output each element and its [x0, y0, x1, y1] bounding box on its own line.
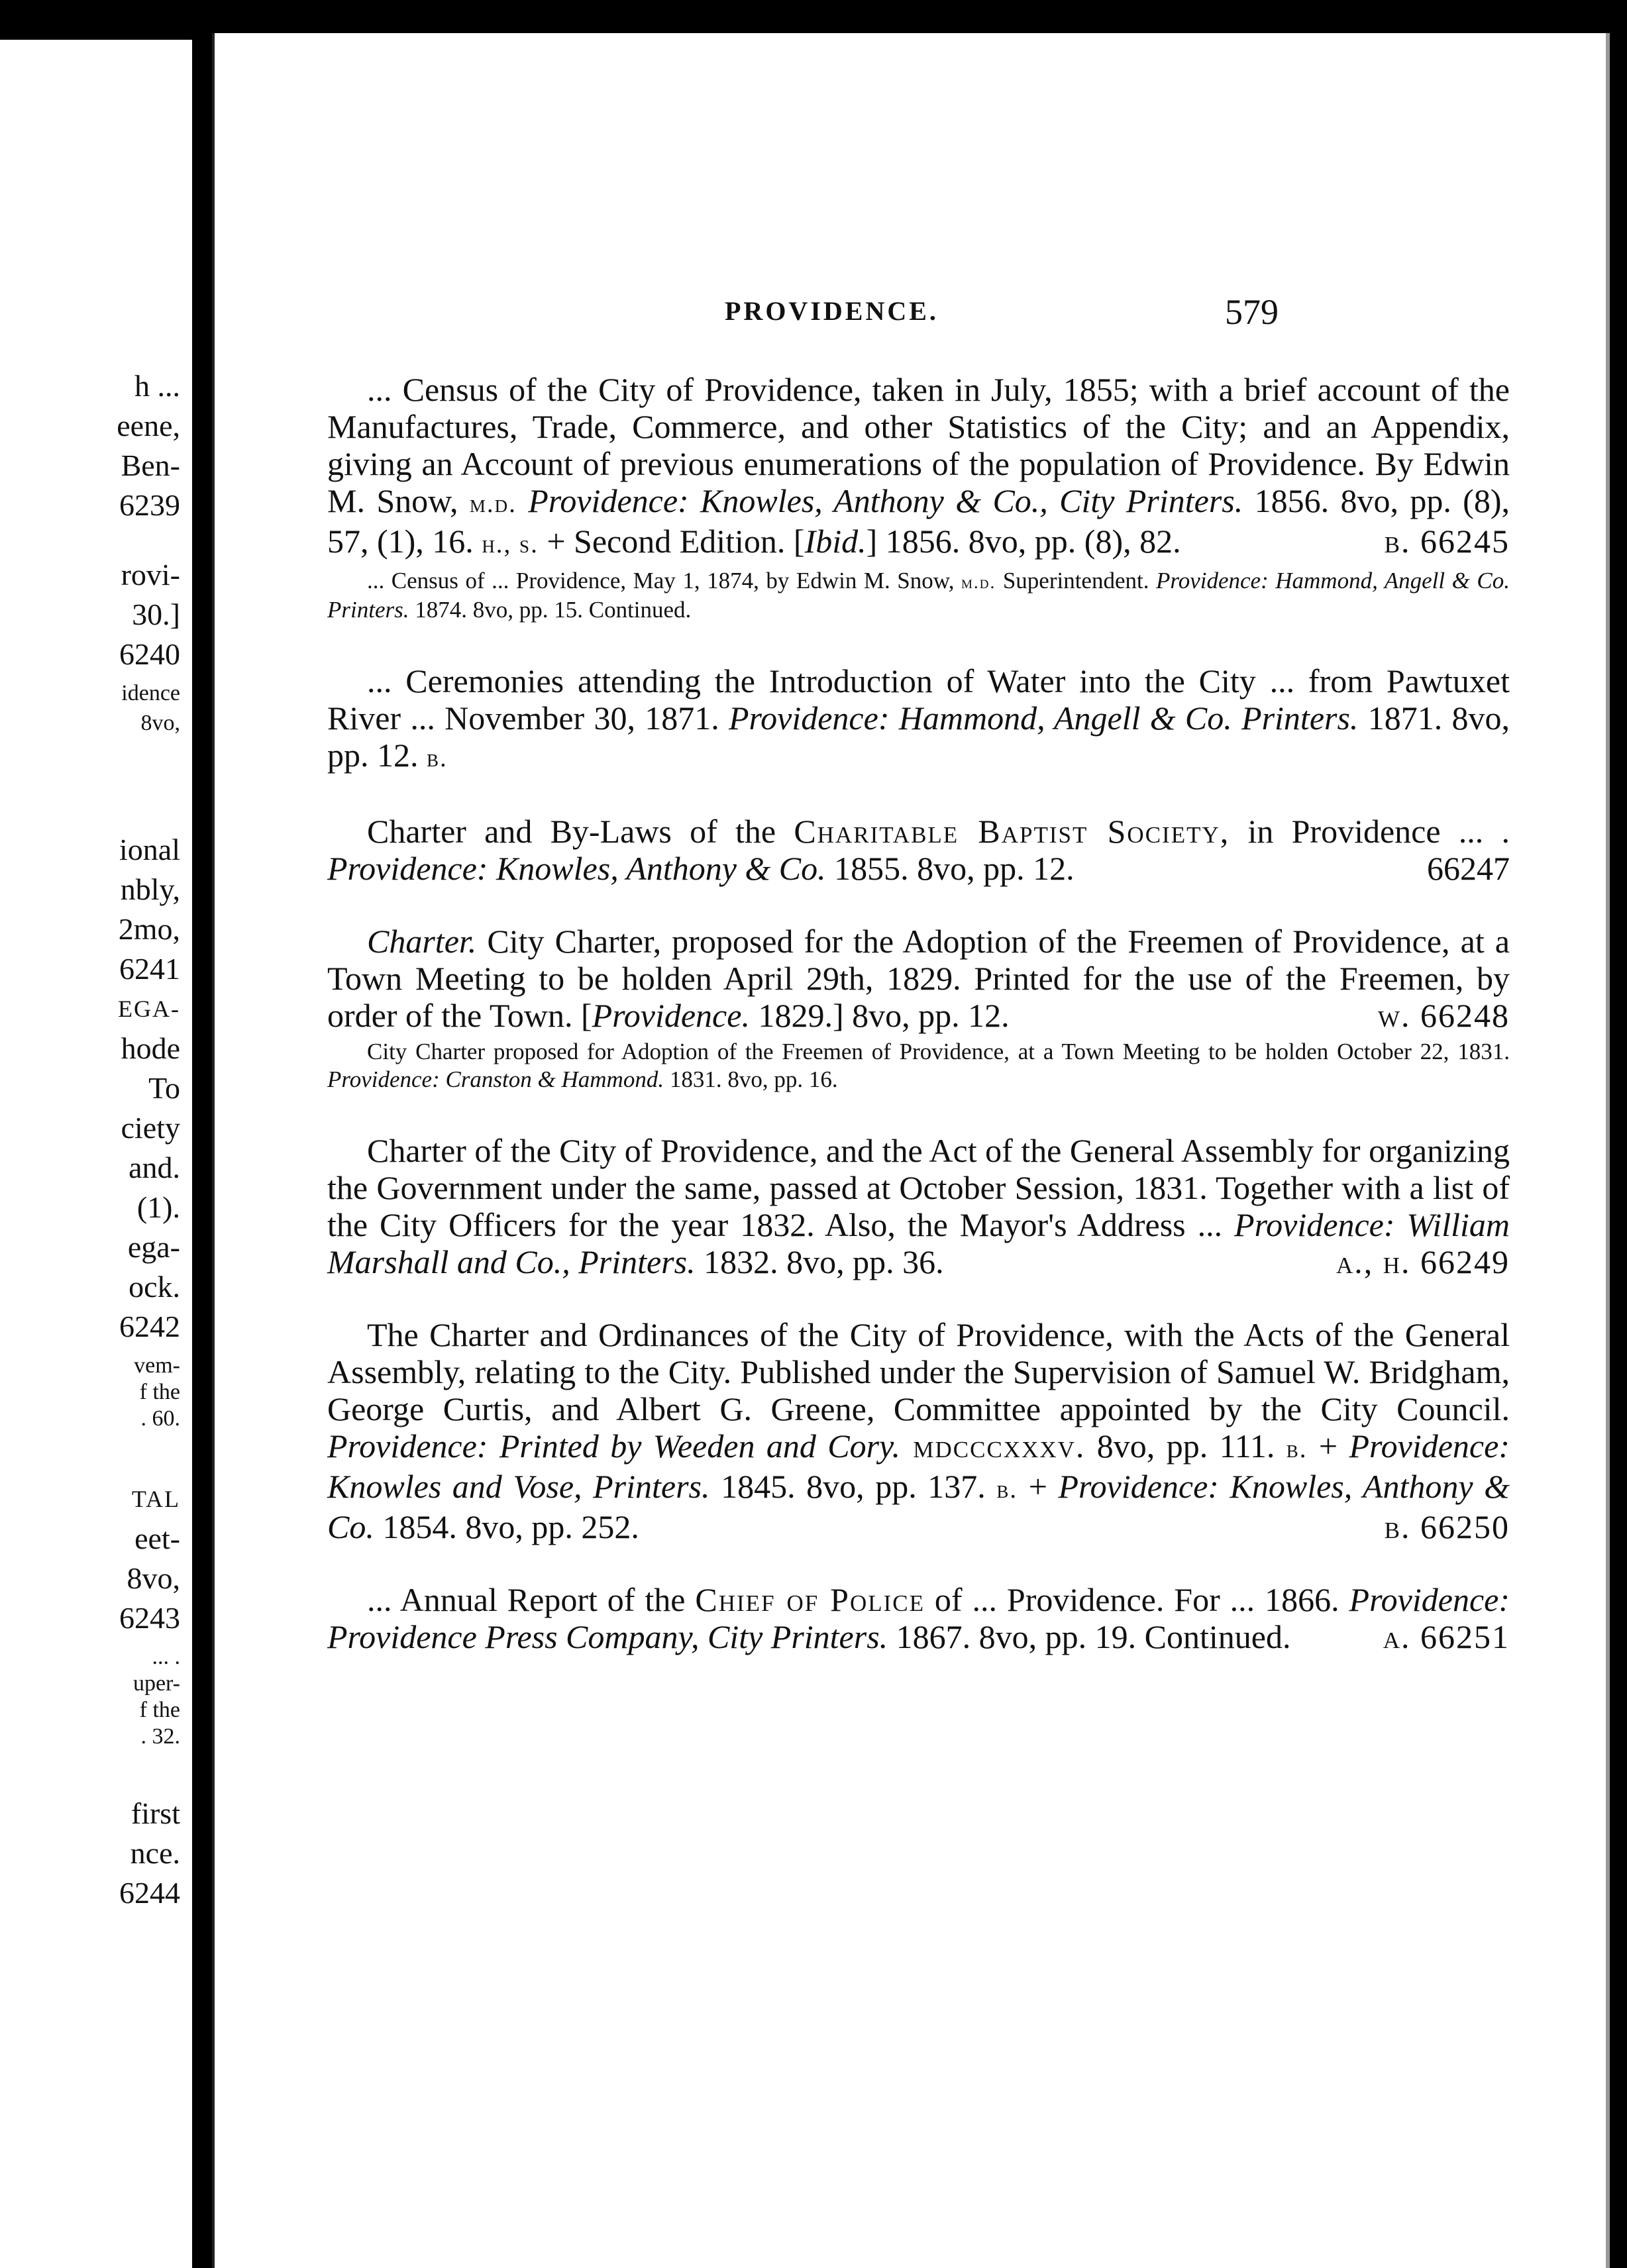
- entry-reference: w. 66248: [1377, 997, 1510, 1034]
- book-page: [212, 33, 1610, 2268]
- adjacent-page-line: . 32.: [140, 1724, 180, 1749]
- entry-reference: b. 66245: [1384, 523, 1510, 560]
- imprint: Providence: Hammond, Angell & Co. Printers.: [729, 699, 1359, 737]
- page-edge: [1606, 33, 1610, 2268]
- adjacent-page-line: f the: [139, 1380, 180, 1404]
- entry-reference: a. 66251: [1383, 1618, 1510, 1655]
- adjacent-page-line: TAL: [131, 1486, 180, 1512]
- adjacent-page-line: first: [131, 1796, 180, 1830]
- imprint: Providence: Cranston & Hammond.: [327, 1066, 664, 1092]
- note-city-charter-1831: City Charter proposed for Adoption of the Freemen of Providence, at a Town Meeting to be holden October 22, 1831. Providence: Cranston & Hammond. 1831. 8vo, pp. 16.: [327, 1039, 1510, 1092]
- adjacent-page-line: nce.: [130, 1836, 180, 1870]
- adjacent-page-line: Ben-: [121, 448, 180, 482]
- adjacent-page-line: h ...: [134, 369, 180, 403]
- entry-census-1855: ... Census of the City of Providence, taken in July, 1855; with a brief account of the Manufactures, Trade, Commerce, and other Statistics of the City; and an Appendix, giving an Account of previous enumerations of the population of Providence. By Edwin M. Snow, m.d. Providence: Knowles, Anthony & Co., City Printers. 1856. 8vo, pp. (8), 57, (1), 16. h., s. + Second Edition. [Ibid.] 1856. 8vo, pp. (8), 82. b. 66245: [327, 371, 1510, 560]
- adjacent-page-line: 6244: [119, 1876, 180, 1910]
- adjacent-page-line: vem-: [134, 1353, 180, 1378]
- adjacent-page-fragment: [0, 40, 192, 2268]
- adjacent-page-line: rovi-: [121, 558, 180, 592]
- adjacent-page-line: 6243: [119, 1601, 180, 1635]
- adjacent-page-line: eet-: [134, 1521, 180, 1555]
- adjacent-page-line: 2mo,: [118, 912, 180, 946]
- adjacent-page-line: nbly,: [120, 872, 180, 906]
- imprint: Providence: Knowles, Anthony & Co.: [327, 1468, 1510, 1545]
- adjacent-page-line: and.: [129, 1151, 180, 1184]
- adjacent-page-line: (1).: [136, 1190, 180, 1224]
- adjacent-page-line: 6242: [119, 1310, 180, 1343]
- adjacent-page-line: ... .: [152, 1645, 180, 1669]
- adjacent-page-line: 8vo,: [127, 1561, 180, 1595]
- entry-reference: 66247: [1427, 850, 1510, 887]
- entry-city-charter-1829: Charter. City Charter, proposed for the Adoption of the Freemen of Providence, at a Town Meeting to be holden April 29th, 1829. Printed for the use of the Freemen, by order of the Town. [Providence. 1829.] 8vo, pp. 12. w. 66248: [327, 923, 1510, 1034]
- adjacent-page-line: 6240: [119, 637, 180, 671]
- adjacent-page-line: 8vo,: [140, 711, 180, 735]
- running-title: PROVIDENCE.: [725, 296, 939, 326]
- adjacent-page-line: ock.: [129, 1270, 180, 1304]
- adjacent-page-line: ega-: [127, 1230, 180, 1264]
- adjacent-page-line: hode: [121, 1031, 180, 1065]
- page-number: 579: [1225, 292, 1279, 332]
- imprint: Providence: Providence Press Company, City Printers.: [327, 1581, 1510, 1655]
- imprint: Providence: Printed by Weeden and Cory.: [327, 1427, 900, 1465]
- imprint: Providence: Knowles and Vose, Printers.: [327, 1427, 1510, 1505]
- adjacent-page-line: ional: [119, 833, 180, 866]
- adjacent-page-line: EGA-: [118, 996, 180, 1022]
- adjacent-page-line: . 60.: [140, 1406, 180, 1431]
- entry-charter-1832: Charter of the City of Providence, and the Act of the General Assembly for organizing the Government under the same, passed at October Session, 1831. Together with a list of the City Officers for the year 1832. Also, the Mayor's Address ... Providence: William Marshall and Co., Printers. 1832. 8vo, pp. 36. a., h. 66249: [327, 1132, 1510, 1280]
- imprint: Providence: Knowles, Anthony & Co., City Printers.: [528, 482, 1243, 519]
- adjacent-page-line: 6241: [119, 952, 180, 986]
- entry-reference: a., h. 66249: [1336, 1243, 1510, 1280]
- entry-water-ceremonies: ... Ceremonies attending the Introduction of Water into the City ... from Pawtuxet River ... November 30, 1871. Providence: Hammond, Angell & Co. Printers. 1871. 8vo, pp. 12. b.: [327, 662, 1510, 774]
- entry-reference: b. 66250: [1384, 1508, 1510, 1545]
- adjacent-page-line: f the: [139, 1698, 180, 1722]
- adjacent-page-line: To: [148, 1071, 180, 1105]
- adjacent-page-line: 30.]: [132, 597, 180, 631]
- note-census-1874: ... Census of ... Providence, May 1, 1874, by Edwin M. Snow, m.d. Superintendent. Providence: Hammond, Angell & Co. Printers. 1874. 8vo, pp. 15. Continued.: [327, 568, 1510, 623]
- adjacent-page-line: eene,: [117, 409, 180, 442]
- adjacent-page-line: 6239: [119, 488, 180, 522]
- imprint: Providence: Hammond, Angell & Co. Printers.: [327, 568, 1510, 623]
- adjacent-page-line: ciety: [121, 1111, 180, 1145]
- imprint: Providence: William Marshall and Co., Printers.: [327, 1206, 1510, 1280]
- imprint: Providence: Knowles, Anthony & Co.: [327, 850, 826, 887]
- entry-police-report: ... Annual Report of the Chief of Police of ... Providence. For ... 1866. Providence: Providence Press Company, City Printers. 1867. 8vo, pp. 19. Continued. a. 66251: [327, 1581, 1510, 1655]
- page-content: [327, 371, 1510, 1691]
- entry-charitable-baptist-society: Charter and By-Laws of the Charitable Baptist Society, in Providence ... . Providence: Knowles, Anthony & Co. 1855. 8vo, pp. 12. 66247: [327, 813, 1510, 887]
- entry-charter-ordinances: The Charter and Ordinances of the City of Providence, with the Acts of the General Assembly, relating to the City. Published under the Supervision of Samuel W. Bridgham, George Curtis, and Albert G. Greene, Committee appointed by the City Council. Providence: Printed by Weeden and Cory. mdcccxxxv. 8vo, pp. 111. b. + Providence: Knowles and Vose, Printers. 1845. 8vo, pp. 137. b. + Providence: Knowles, Anthony & Co. 1854. 8vo, pp. 252. b. 66250: [327, 1316, 1510, 1545]
- adjacent-page-line: idence: [121, 681, 180, 705]
- adjacent-page-line: uper-: [132, 1671, 180, 1696]
